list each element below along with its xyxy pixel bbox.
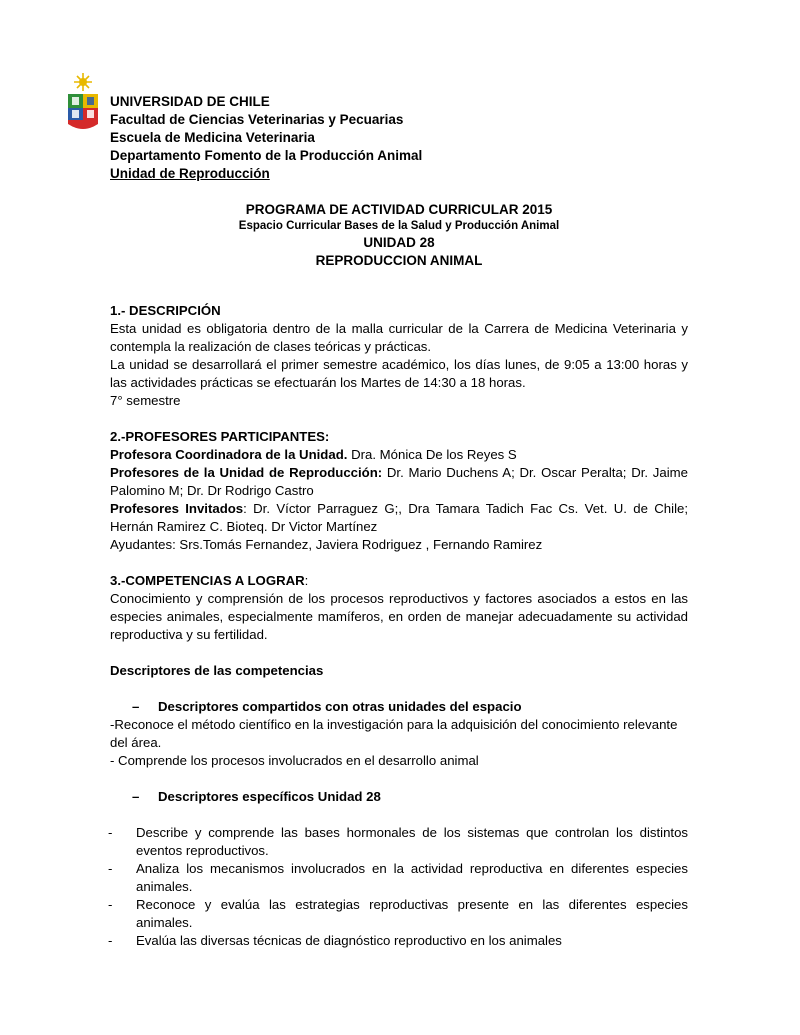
bullet-icon: -: [108, 933, 113, 948]
unit-number-title: UNIDAD 28: [363, 235, 435, 250]
unit-professors-label: Profesores de la Unidad de Reproducción:: [110, 465, 383, 480]
coordinator-line: [110, 446, 688, 464]
descriptors-heading: Descriptores de las competencias: [110, 663, 324, 678]
faculty-name: Facultad de Ciencias Veterinarias y Pecuarias: [110, 112, 404, 127]
shield-icon: [68, 94, 98, 129]
program-title: PROGRAMA DE ACTIVIDAD CURRICULAR 2015: [245, 202, 553, 217]
semester-text: 7° semestre: [110, 393, 181, 408]
guest-professors-value: : Dr. Víctor Parraguez G;, Dra Tamara Tadich Fac Cs. Vet. U. de Chile; Hernán Ramirez C. Bioteq. Dr Victor Martínez: [110, 501, 688, 534]
dash-icon: –: [132, 699, 140, 714]
guest-professors-label: Profesores Invitados: [110, 501, 244, 516]
description-paragraph-1: Esta unidad es obligatoria dentro de la malla curricular de la Carrera de Medicina Veterinaria y contempla la realización de clases teóricas y prácticas.: [110, 321, 688, 354]
unit-subject-title: REPRODUCCION ANIMAL: [315, 253, 483, 268]
list-item: [110, 860, 688, 896]
unit-professors-line: [110, 464, 688, 500]
section-professors-heading: 2.-PROFESORES PARTICIPANTES:: [110, 429, 330, 444]
specific-descriptors-subheading: [110, 788, 688, 806]
section-competencies-heading: [110, 572, 688, 590]
star-icon: [74, 73, 92, 91]
list-item: [110, 932, 688, 950]
guest-professors-line: [110, 500, 688, 536]
document-body: [110, 302, 688, 950]
shared-descriptors-subheading: [110, 698, 688, 716]
list-item: [110, 824, 688, 860]
specific-descriptors-title: Descriptores específicos Unidad 28: [158, 789, 381, 804]
university-name: UNIVERSIDAD DE CHILE: [110, 94, 270, 109]
list-item-text: Analiza los mecanismos involucrados en la actividad reproductiva en diferentes especies animales.: [136, 861, 688, 894]
bullet-icon: -: [108, 825, 113, 840]
competencies-heading-suffix: :: [304, 573, 309, 588]
description-paragraph-2: La unidad se desarrollará el primer semestre académico, los días lunes, de 9:05 a 13:00 horas y las actividades prácticas se efectuarán los Martes de 14:30 a 18 horas.: [110, 357, 688, 390]
coordinator-label: Profesora Coordinadora de la Unidad.: [110, 447, 348, 462]
competencies-heading-label: 3.-COMPETENCIAS A LOGRAR: [110, 573, 305, 588]
list-item: [110, 896, 688, 932]
shared-descriptors-title: Descriptores compartidos con otras unidades del espacio: [158, 699, 522, 714]
coordinator-value: Dra. Mónica De los Reyes S: [347, 447, 517, 462]
list-item-text: Evalúa las diversas técnicas de diagnóstico reproductivo en los animales: [136, 933, 562, 948]
bullet-icon: -: [108, 861, 113, 876]
department-name: Departamento Fomento de la Producción Animal: [110, 148, 423, 163]
shared-descriptor-2: - Comprende los procesos involucrados en el desarrollo animal: [110, 753, 479, 768]
institution-header: [110, 93, 422, 183]
bullet-icon: -: [108, 897, 113, 912]
shared-descriptor-1: -Reconoce el método científico en la investigación para la adquisición del conocimiento relevante del área.: [110, 717, 678, 750]
curricular-space-title: Espacio Curricular Bases de la Salud y Producción Animal: [238, 220, 560, 232]
list-item-text: Reconoce y evalúa las estrategias reproductivas presente en las diferentes especies animales.: [136, 897, 688, 930]
document-titles: [110, 201, 688, 270]
assistants-line: Ayudantes: Srs.Tomás Fernandez, Javiera Rodriguez , Fernando Ramirez: [110, 537, 543, 552]
dash-icon: –: [132, 789, 140, 804]
list-item-text: Describe y comprende las bases hormonales de los sistemas que controlan los distintos eventos reproductivos.: [136, 825, 688, 858]
competencies-paragraph: Conocimiento y comprensión de los procesos reproductivos y factores asociados a estos en las especies animales, especialmente mamíferos, en orden de manejar adecuadamente su actividad reproductiva y su fertilidad.: [110, 591, 688, 642]
school-name: Escuela de Medicina Veterinaria: [110, 130, 315, 145]
unit-name: Unidad de Reproducción: [110, 166, 270, 181]
unit-professors-value: Dr. Mario Duchens A; Dr. Oscar Peralta; Dr. Jaime Palomino M; Dr. Dr Rodrigo Castro: [110, 465, 688, 498]
university-crest-logo: [64, 72, 102, 134]
section-description-heading: 1.- DESCRIPCIÓN: [110, 303, 221, 318]
